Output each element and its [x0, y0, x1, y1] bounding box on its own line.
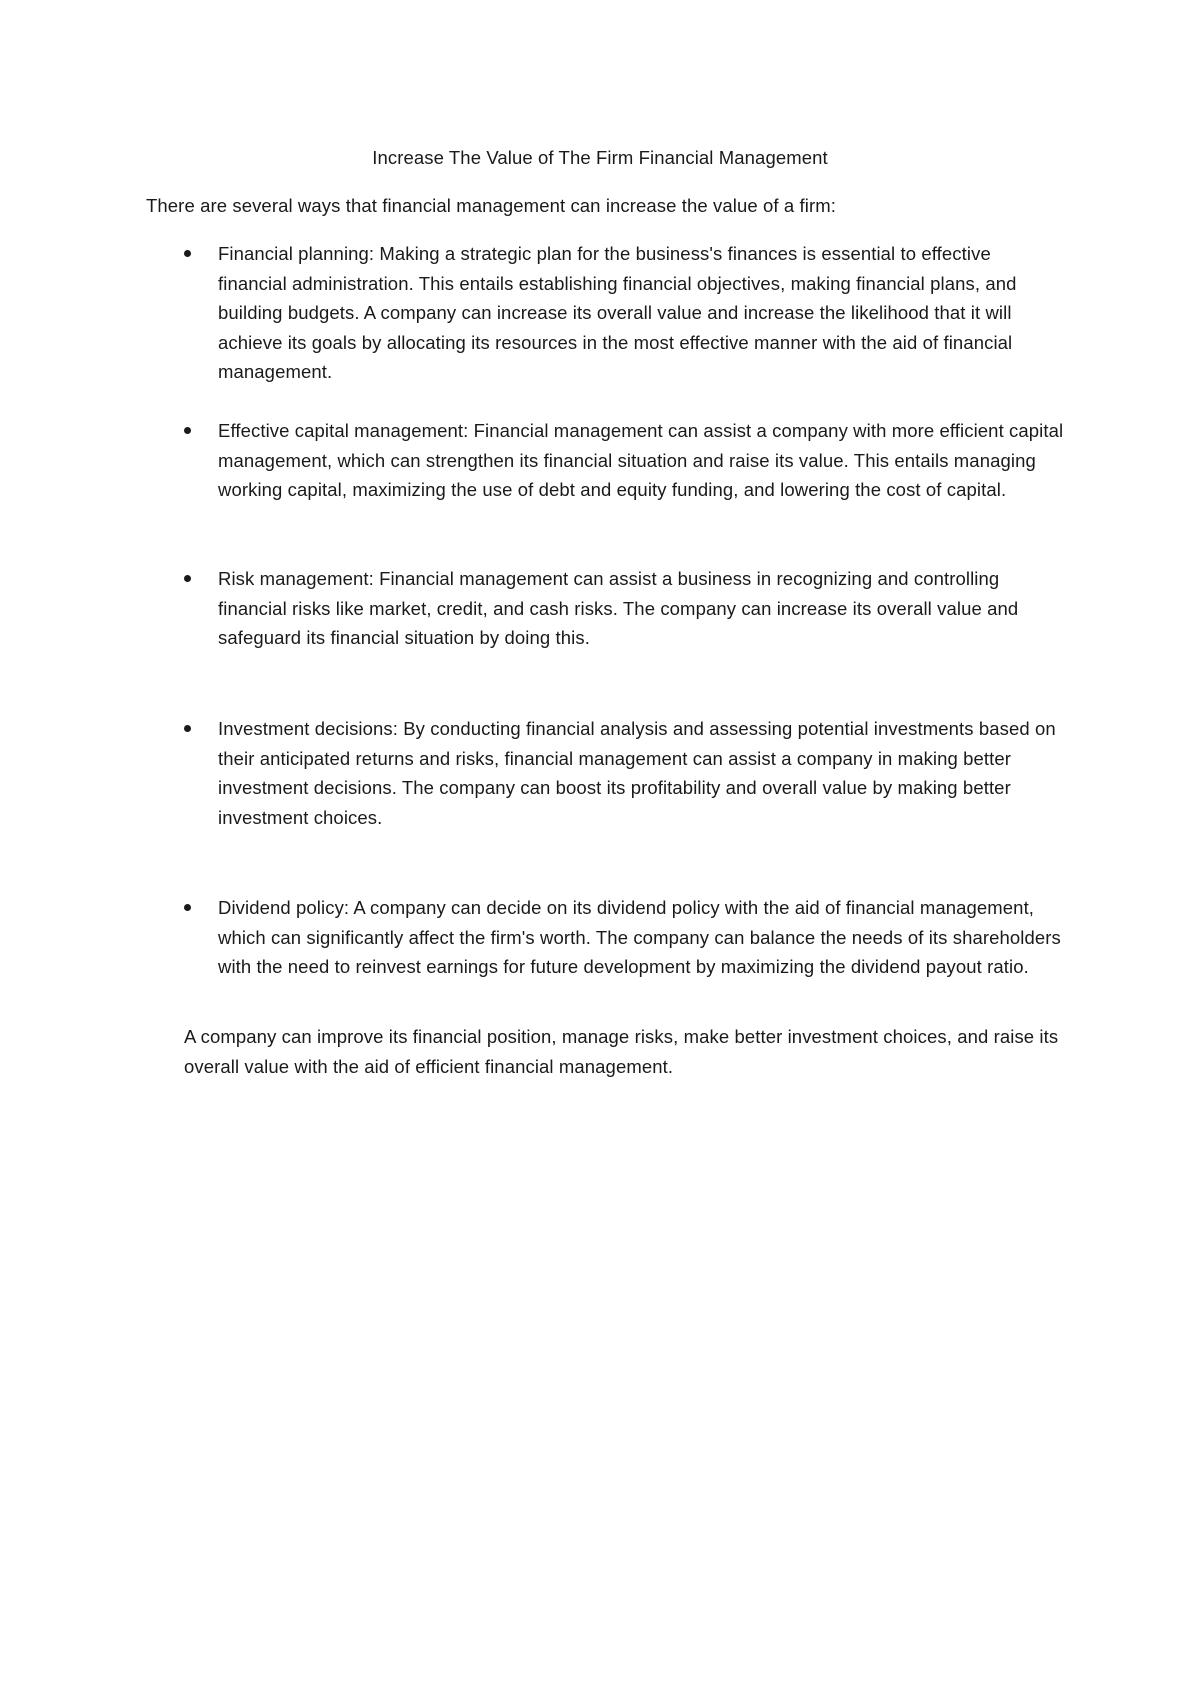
bullet-icon — [184, 904, 191, 911]
list-item-text: Dividend policy: A company can decide on its dividend policy with the aid of financial management, which can significantly affect the firm's worth. The company can balance the needs of its shareholders with the need to reinvest earnings for future development by maximizing the dividend payout ratio. — [218, 897, 1061, 977]
list-item-capital-management — [184, 417, 1064, 505]
list-item-text: Investment decisions: By conducting financial analysis and assessing potential investments based on their anticipated returns and risks, financial management can assist a company in making better investment decisions. The company can boost its profitability and overall value by making better investment choices. — [218, 718, 1056, 828]
list-item-risk-management — [184, 565, 1064, 653]
list-item-dividend-policy — [184, 894, 1064, 982]
bullet-icon — [184, 575, 191, 582]
conclusion-paragraph: A company can improve its financial position, manage risks, make better investment choices, and raise its overall value with the aid of efficient financial management. — [184, 1026, 1059, 1077]
intro-paragraph: There are several ways that financial management can increase the value of a firm: — [146, 195, 836, 216]
list-item-text: Financial planning: Making a strategic plan for the business's finances is essential to effective financial administration. This entails establishing financial objectives, making financial plans, and building budgets. A company can increase its overall value and increase the likelihood that it will achieve its goals by allocating its resources in the most effective manner with the aid of financial management. — [218, 243, 1017, 382]
list-item-text: Effective capital management: Financial management can assist a company with more efficient capital management, which can strengthen its financial situation and raise its value. This entails managing working capital, maximizing the use of debt and equity funding, and lowering the cost of capital. — [218, 420, 1064, 500]
bullet-icon — [184, 250, 191, 257]
bullet-icon — [184, 725, 191, 732]
list-item-text: Risk management: Financial management can assist a business in recognizing and controlling financial risks like market, credit, and cash risks. The company can increase its overall value and safeguard its financial situation by doing this. — [218, 568, 1019, 648]
list-item-financial-planning — [184, 240, 1064, 387]
document-title: Increase The Value of The Firm Financial Management — [372, 147, 828, 168]
list-item-investment-decisions — [184, 715, 1064, 832]
bullet-icon — [184, 427, 191, 434]
